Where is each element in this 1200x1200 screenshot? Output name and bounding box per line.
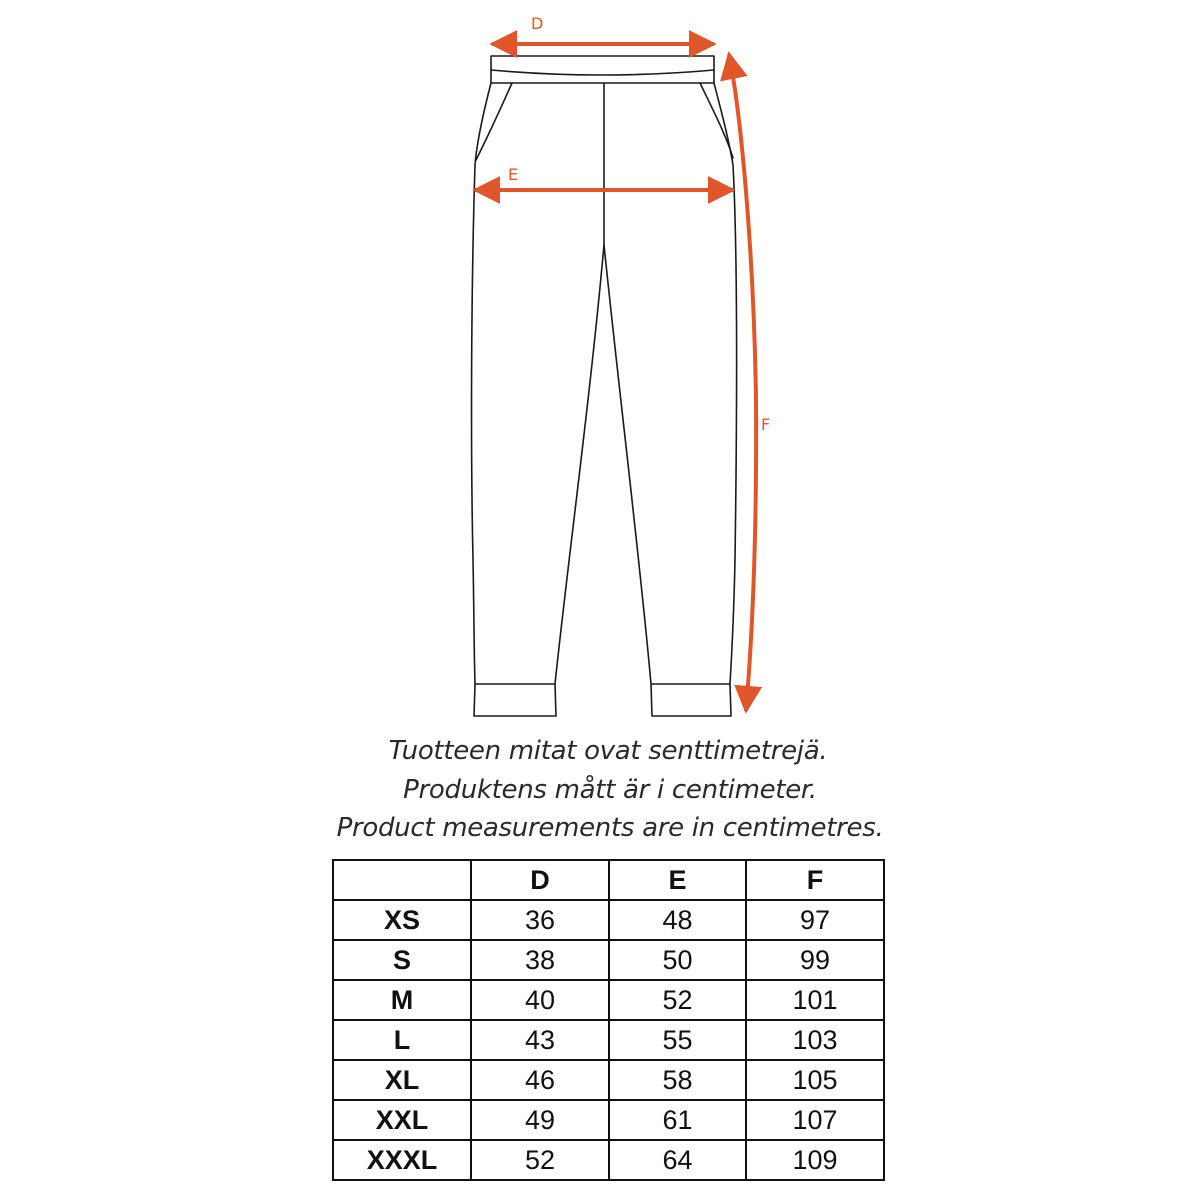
value-cell-d: 40 (471, 980, 609, 1020)
value-cell-e: 55 (609, 1020, 746, 1060)
table-row (333, 1140, 884, 1180)
table-header-row (333, 860, 884, 900)
waistband (491, 56, 714, 83)
value-cell-d: 43 (471, 1020, 609, 1060)
right-cuff (651, 684, 731, 716)
size-cell: XL (333, 1060, 471, 1100)
value-cell-f: 97 (746, 900, 884, 940)
value-cell-f: 107 (746, 1100, 884, 1140)
table-row (333, 980, 884, 1020)
waist-label: D (531, 14, 544, 33)
value-cell-e: 48 (609, 900, 746, 940)
table-row (333, 940, 884, 980)
size-cell: S (333, 940, 471, 980)
value-cell-f: 99 (746, 940, 884, 980)
value-cell-f: 105 (746, 1060, 884, 1100)
header-cell-e: E (609, 860, 746, 900)
table-row (333, 1020, 884, 1060)
size-cell: XXL (333, 1100, 471, 1140)
value-cell-e: 58 (609, 1060, 746, 1100)
waistband-seam (491, 70, 714, 75)
note-finnish: Tuotteen mitat ovat senttimetrejä. (388, 736, 828, 766)
value-cell-e: 61 (609, 1100, 746, 1140)
value-cell-f: 101 (746, 980, 884, 1020)
table-row (333, 1100, 884, 1140)
right-inseam (604, 245, 651, 684)
size-cell: M (333, 980, 471, 1020)
left-leg-outer (472, 83, 491, 684)
table-row (333, 1060, 884, 1100)
value-cell-e: 50 (609, 940, 746, 980)
value-cell-d: 46 (471, 1060, 609, 1100)
header-cell-blank (333, 860, 471, 900)
table-row (333, 900, 884, 940)
value-cell-d: 49 (471, 1100, 609, 1140)
right-leg-outer (714, 83, 737, 684)
value-cell-d: 52 (471, 1140, 609, 1180)
hip-label: E (508, 165, 519, 184)
pants-outline (472, 56, 737, 716)
value-cell-d: 38 (471, 940, 609, 980)
value-cell-e: 64 (609, 1140, 746, 1180)
size-cell: L (333, 1020, 471, 1060)
size-chart-table (332, 859, 885, 1181)
note-swedish: Produktens mått är i centimeter. (403, 775, 817, 805)
value-cell-e: 52 (609, 980, 746, 1020)
left-inseam (555, 245, 604, 684)
left-cuff (474, 684, 556, 716)
size-cell: XXXL (333, 1140, 471, 1180)
value-cell-f: 103 (746, 1020, 884, 1060)
header-cell-f: F (746, 860, 884, 900)
length-label: F (761, 415, 771, 434)
size-cell: XS (333, 900, 471, 940)
note-english: Product measurements are in centimetres. (336, 813, 884, 843)
value-cell-f: 109 (746, 1140, 884, 1180)
header-cell-d: D (471, 860, 609, 900)
dimension-arrows (475, 44, 756, 711)
value-cell-d: 36 (471, 900, 609, 940)
